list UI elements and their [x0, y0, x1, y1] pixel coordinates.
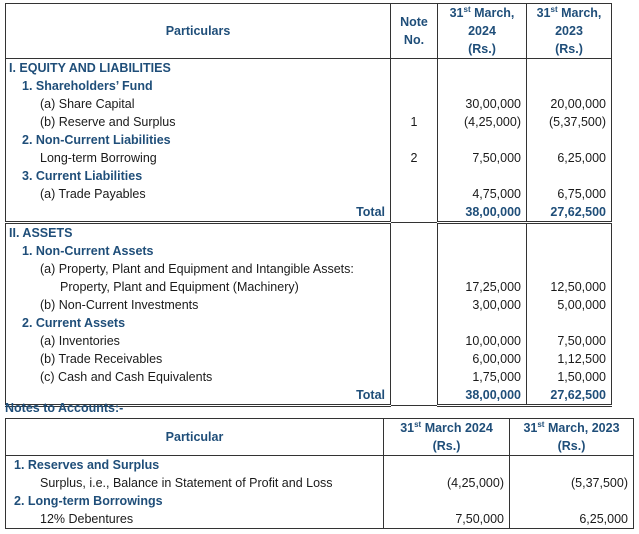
table-row: [6, 59, 612, 78]
note-cell: [391, 368, 438, 386]
particular-cell: I. EQUITY AND LIABILITIES: [6, 59, 391, 78]
notes-header-2024: 31st March 2024 (Rs.): [384, 419, 510, 456]
amount-2023-cell: [527, 223, 612, 243]
amount-2024-cell: 7,50,000: [438, 149, 527, 167]
amount-2024-cell: (4,25,000): [438, 113, 527, 131]
note-cell: [391, 59, 438, 78]
note-cell: 1: [391, 113, 438, 131]
amount-2023-cell: 7,50,000: [527, 332, 612, 350]
particular-cell: (a) Inventories: [6, 332, 391, 350]
amount-2024-cell: 1,75,000: [438, 368, 527, 386]
note-cell: [391, 167, 438, 185]
particular-cell: (a) Trade Payables: [6, 185, 391, 203]
note-cell: [391, 131, 438, 149]
header-particulars: Particulars: [6, 4, 391, 59]
total-row: [6, 203, 612, 223]
table-row: [6, 149, 612, 167]
notes-row: [6, 474, 634, 492]
notes-particular-cell: 12% Debentures: [6, 510, 384, 529]
amount-2024-cell: 38,00,000: [438, 203, 527, 223]
table-row: [6, 95, 612, 113]
amount-2024-cell: [438, 242, 527, 260]
notes-amount-2023-cell: 6,25,000: [510, 510, 634, 529]
amount-2024-cell: [438, 131, 527, 149]
header-note-no: Note No.: [391, 4, 438, 59]
table-row: [6, 242, 612, 260]
amount-2023-cell: 27,62,500: [527, 203, 612, 223]
notes-amount-2023-cell: [510, 456, 634, 475]
notes-particular-cell: Surplus, i.e., Balance in Statement of Profit and Loss: [6, 474, 384, 492]
particular-cell: Total: [6, 386, 391, 406]
table-row: [6, 332, 612, 350]
particular-cell: (b) Non-Current Investments: [6, 296, 391, 314]
amount-2024-cell: [438, 59, 527, 78]
table-row: [6, 350, 612, 368]
amount-2024-cell: 10,00,000: [438, 332, 527, 350]
amount-2024-cell: [438, 223, 527, 243]
particular-cell: (b) Trade Receivables: [6, 350, 391, 368]
particular-cell: (a) Property, Plant and Equipment and Intangible Assets:: [6, 260, 391, 278]
table-row: [6, 113, 612, 131]
balance-sheet-table: [5, 3, 612, 407]
note-cell: 2: [391, 149, 438, 167]
notes-row: [6, 456, 634, 475]
note-cell: [391, 203, 438, 223]
particular-cell: Total: [6, 203, 391, 223]
header-2023: 31st March, 2023 (Rs.): [527, 4, 612, 59]
notes-particular-cell: 2. Long-term Borrowings: [6, 492, 384, 510]
note-cell: [391, 386, 438, 406]
notes-row: [6, 492, 634, 510]
table-row: [6, 185, 612, 203]
notes-amount-2024-cell: 7,50,000: [384, 510, 510, 529]
particular-cell: Long-term Borrowing: [6, 149, 391, 167]
amount-2024-cell: [438, 260, 527, 278]
table-row: [6, 77, 612, 95]
note-cell: [391, 350, 438, 368]
amount-2024-cell: [438, 167, 527, 185]
header-2024: 31st March, 2024 (Rs.): [438, 4, 527, 59]
amount-2024-cell: 30,00,000: [438, 95, 527, 113]
notes-amount-2023-cell: [510, 492, 634, 510]
particular-cell: (c) Cash and Cash Equivalents: [6, 368, 391, 386]
note-cell: [391, 314, 438, 332]
particular-cell: Property, Plant and Equipment (Machinery): [6, 278, 391, 296]
particular-cell: 1. Shareholders’ Fund: [6, 77, 391, 95]
table-row: [6, 131, 612, 149]
particular-cell: 2. Non-Current Liabilities: [6, 131, 391, 149]
amount-2024-cell: 3,00,000: [438, 296, 527, 314]
amount-2024-cell: 38,00,000: [438, 386, 527, 406]
table-row: [6, 296, 612, 314]
notes-amount-2024-cell: (4,25,000): [384, 474, 510, 492]
notes-table: [5, 418, 634, 529]
note-cell: [391, 185, 438, 203]
particular-cell: (a) Share Capital: [6, 95, 391, 113]
note-cell: [391, 296, 438, 314]
amount-2023-cell: (5,37,500): [527, 113, 612, 131]
amount-2023-cell: 6,25,000: [527, 149, 612, 167]
amount-2023-cell: 1,50,000: [527, 368, 612, 386]
notes-amount-2024-cell: [384, 456, 510, 475]
table-row: [6, 314, 612, 332]
particular-cell: 3. Current Liabilities: [6, 167, 391, 185]
notes-amount-2024-cell: [384, 492, 510, 510]
notes-row: [6, 510, 634, 529]
amount-2023-cell: [527, 59, 612, 78]
particular-cell: (b) Reserve and Surplus: [6, 113, 391, 131]
amount-2023-cell: 5,00,000: [527, 296, 612, 314]
note-cell: [391, 278, 438, 296]
table-row: [6, 167, 612, 185]
notes-amount-2023-cell: (5,37,500): [510, 474, 634, 492]
amount-2024-cell: 6,00,000: [438, 350, 527, 368]
notes-body: [6, 456, 634, 529]
amount-2023-cell: [527, 77, 612, 95]
amount-2023-cell: [527, 314, 612, 332]
note-cell: [391, 95, 438, 113]
amount-2023-cell: 20,00,000: [527, 95, 612, 113]
amount-2023-cell: [527, 131, 612, 149]
note-cell: [391, 242, 438, 260]
balance-sheet-body: [6, 59, 612, 406]
amount-2023-cell: [527, 260, 612, 278]
amount-2023-cell: 1,12,500: [527, 350, 612, 368]
particular-cell: II. ASSETS: [6, 223, 391, 243]
amount-2023-cell: 12,50,000: [527, 278, 612, 296]
amount-2024-cell: 17,25,000: [438, 278, 527, 296]
table-row: [6, 223, 612, 243]
amount-2024-cell: 4,75,000: [438, 185, 527, 203]
notes-header-2023: 31st March, 2023 (Rs.): [510, 419, 634, 456]
amount-2023-cell: 27,62,500: [527, 386, 612, 406]
note-cell: [391, 260, 438, 278]
note-cell: [391, 332, 438, 350]
table-row: [6, 278, 612, 296]
amount-2023-cell: [527, 242, 612, 260]
table-row: [6, 368, 612, 386]
amount-2023-cell: 6,75,000: [527, 185, 612, 203]
note-cell: [391, 223, 438, 243]
notes-title: Notes to Accounts:-: [5, 401, 124, 415]
amount-2023-cell: [527, 167, 612, 185]
note-cell: [391, 77, 438, 95]
particular-cell: 1. Non-Current Assets: [6, 242, 391, 260]
particular-cell: 2. Current Assets: [6, 314, 391, 332]
amount-2024-cell: [438, 314, 527, 332]
table-row: [6, 260, 612, 278]
balance-sheet-header: [6, 4, 612, 59]
notes-header: [6, 419, 634, 456]
notes-particular-cell: 1. Reserves and Surplus: [6, 456, 384, 475]
amount-2024-cell: [438, 77, 527, 95]
notes-header-particular: Particular: [6, 419, 384, 456]
